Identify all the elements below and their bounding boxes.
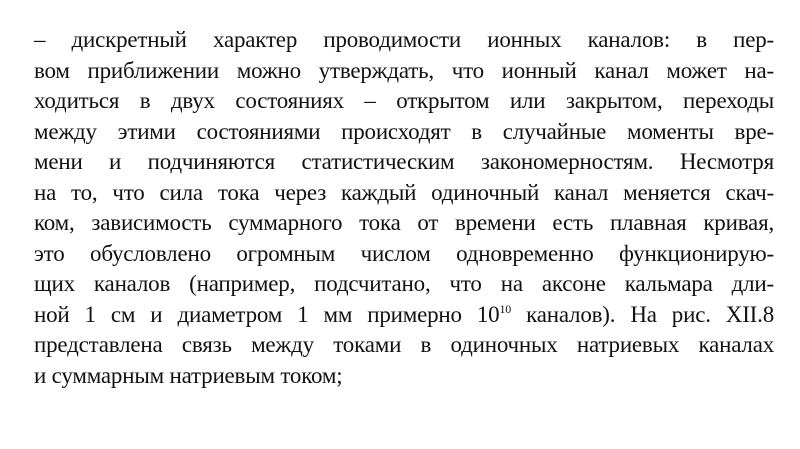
text-line: вом приближении можно утверждать, что ионный канал может на- xyxy=(34,57,774,83)
text-line-with-exponent xyxy=(34,300,774,331)
text-line: ходиться в двух состояниях – открытом или закрытом, переходы xyxy=(34,88,774,113)
text-line: и суммарным натриевым током; xyxy=(34,362,343,388)
text-fragment: каналов). На рис. XII.8 xyxy=(511,301,774,327)
text-line: ком, зависимость суммарного тока от времени есть плавная кривая, xyxy=(34,210,774,235)
text-line: это обусловлено огромным числом одновременно функционирую- xyxy=(34,240,774,266)
text-paragraph xyxy=(34,25,774,391)
exponent: 10 xyxy=(499,301,512,316)
text-fragment: ной 1 см и диаметром 1 мм примерно 10 xyxy=(34,301,500,327)
text-line: мени и подчиняются статистическим закономерностям. Несмотря xyxy=(34,149,774,174)
text-line: представлена связь между токами в одиночных натриевых каналах xyxy=(34,332,774,357)
text-line: на то, что сила тока через каждый одиночный канал меняется скач- xyxy=(34,179,774,205)
text-line: между этими состояниями происходят в случайные моменты вре- xyxy=(34,118,774,144)
text-line: – дискретный характер проводимости ионных каналов: в пер- xyxy=(34,27,774,52)
text-line: щих каналов (например, подсчитано, что на аксоне кальмара дли- xyxy=(34,271,774,296)
